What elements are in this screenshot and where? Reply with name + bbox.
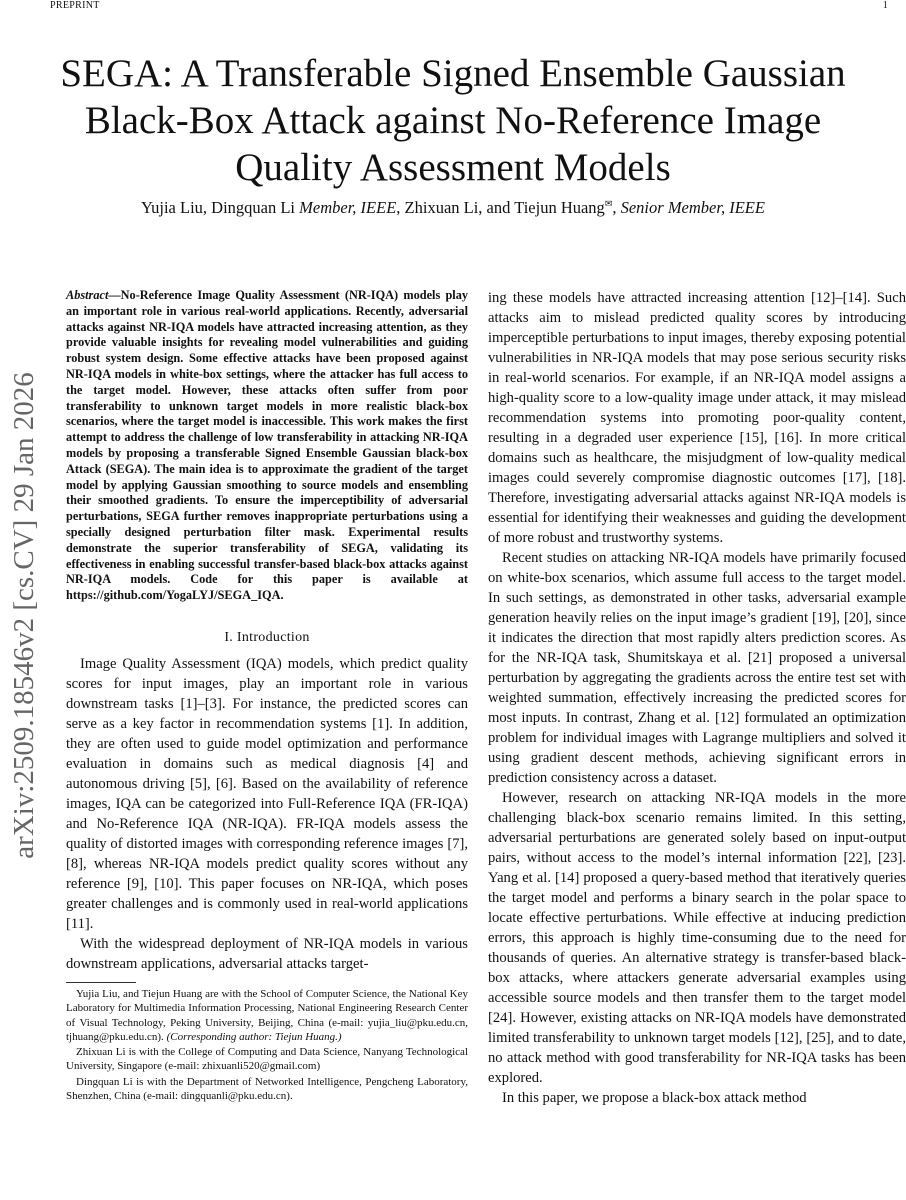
author-separator: , xyxy=(612,198,621,217)
author-role-1: Member, IEEE xyxy=(299,198,397,217)
paragraph: ing these models have attracted increasing attention [12]–[14]. Such attacks aim to mislead predicted quality scores by introducing imperceptible perturbations to input images, thereby exposing potential vulnerabilities in NR-IQA models that may pose serious security risks in real-world scenarios. For example, if an NR-IQA model assigns a high-quality score to a low-quality image under attack, it may mislead recommendation systems into promoting poor-quality content, resulting in a degraded user experience [15], [16]. In more critical domains such as healthcare, the misjudgment of low-quality medical images could severely compromise diagnostic outcomes [17], [18]. Therefore, investigating adversarial attacks against NR-IQA models is essential for identifying their weaknesses and guiding the development of more robust and trustworthy systems. xyxy=(488,290,906,546)
paragraph: Image Quality Assessment (IQA) models, which predict quality scores for input images, play an important role in various downstream tasks [1]–[3]. For instance, the predicted scores can serve as a key factor in recommendation systems [1]. In addition, they are often used to guide model optimization and performance evaluation in domains such as medical diagnosis [4] and autonomous driving [5], [6]. Based on the availability of reference images, IQA can be categorized into Full-Reference IQA (FR-IQA) and No-Reference IQA (NR-IQA). FR-IQA models assess the quality of distorted images with corresponding reference images [7], [8], whereas NR-IQA models predict quality scores without any reference [9], [10]. This paper focuses on NR-IQA, which poses greater challenges and is commonly used in real-world applications [11]. xyxy=(66,655,468,932)
paragraph: However, research on attacking NR-IQA models in the more challenging black-box scenario remains limited. In this setting, adversarial perturbations are generated solely based on input-output pairs, without access to the model’s internal information [22], [23]. Yang et al. [14] proposed a query-based method that iteratively queries the target model and performs a binary search in the polar space to locate effective perturbations. While effective at inducing prediction errors, this approach is highly time-consuming due to the need for thousands of queries. An alternative strategy is transfer-based black-box attacks, where attackers generate adversarial examples using accessible source models and then transfer them to the target model [24]. However, existing attacks on NR-IQA models have demonstrated limited transferability to unknown target models [12], [25], and to date, no attack method with good transferability for NR-IQA tasks has been explored. xyxy=(488,790,906,1086)
envelope-icon: ✉ xyxy=(604,198,613,209)
footnote-rule xyxy=(66,982,136,983)
abstract-text: No-Reference Image Quality Assessment (NR-IQA) models play an important role in various real-world applications. Recently, adversarial attacks against NR-IQA models have attracted increasing attention, as they provide valuable insights for revealing model vulnerabilities and guiding robust system design. Some effective attacks have been proposed against NR-IQA models in white-box settings, where the attacker has full access to the target model. However, these attacks often suffer from poor transferability to unknown target models in more realistic black-box scenarios, where the target model is inaccessible. This work makes the first attempt to address the challenge of low transferability in attacking NR-IQA models by proposing a transferable Signed Ensemble Gaussian black-box Attack (SEGA). The main idea is to approximate the gradient of the target model by applying Gaussian smoothing to source models and ensembling their smoothed gradients. To ensure the imperceptibility of adversarial perturbations, SEGA further removes inappropriate perturbations using a specially designed perturbation filter mask. Experimental results demonstrate the superior transferability of SEGA, validating its effectiveness in enabling successful transfer-based black-box attacks against NR-IQA models. Code for this paper is available at https://github.com/YogaLYJ/SEGA_IQA. xyxy=(66,288,468,603)
right-column xyxy=(488,288,906,1108)
author-names-2: , Zhixuan Li, and Tiejun Huang xyxy=(396,198,605,217)
running-header: PREPRINT xyxy=(50,0,100,11)
page-number: 1 xyxy=(882,0,888,11)
paper-title: SEGA: A Transferable Signed Ensemble Gaussian Black-Box Attack against No-Reference Image Quality Assessment Models xyxy=(60,52,846,189)
abstract-dash: — xyxy=(108,288,121,302)
footnote: Dingquan Li is with the Department of Networked Intelligence, Pengcheng Laboratory, Shenzhen, China (e-mail: dingquanli@pku.edu.cn). xyxy=(66,1075,468,1103)
footnote-text: Yujia Liu, and Tiejun Huang are with the School of Computer Science, the National Key Laboratory for Multimedia Information Processing, National Engineering Research Center of Visual Technology, Peking University, Beijing, China (e-mail: yujia_liu@pku.edu.cn, tjhuang@pku.edu.cn). xyxy=(66,987,468,1043)
author-role-2: Senior Member, IEEE xyxy=(620,198,765,217)
arxiv-identifier: arXiv:2509.18546v2 [cs.CV] 29 Jan 2026 xyxy=(7,371,40,859)
footnote xyxy=(66,987,468,1044)
footnote: Zhixuan Li is with the College of Computing and Data Science, Nanyang Technological University, Singapore (e-mail: zhixuanli520@gmail.com) xyxy=(66,1046,468,1073)
author-line xyxy=(50,198,856,218)
section-heading: I. Introduction xyxy=(224,629,310,645)
arxiv-sidebar xyxy=(4,320,44,910)
abstract-label: Abstract xyxy=(66,288,109,302)
author-names-1: Yujia Liu, Dingquan Li xyxy=(141,198,300,217)
paragraph: In this paper, we propose a black-box attack method xyxy=(502,1090,807,1106)
paragraph: Recent studies on attacking NR-IQA models have primarily focused on white-box scenarios, which assume full access to the target model. In such settings, as demonstrated in other tasks, adversarial example generation heavily relies on the input image’s gradient [19], [20], since it indicates the direction that most rapidly alters prediction scores. As for the NR-IQA task, Shumitskaya et al. [21] proposed a universal perturbation by aggregating the gradients across the entire test set with weighted summation, effectively increasing the predicted scores for most inputs. In contrast, Zhang et al. [12] formulated an optimization problem for individual images with Lagrange multipliers and solved it using gradient descent methods, achieving significant errors in prediction consistency across a dataset. xyxy=(488,550,906,786)
footnote-note: (Corresponding author: Tiejun Huang.) xyxy=(166,1030,342,1043)
left-column xyxy=(66,288,468,1104)
abstract xyxy=(66,288,468,604)
paragraph: With the widespread deployment of NR-IQA models in various downstream applications, adversarial attacks target- xyxy=(66,935,468,972)
